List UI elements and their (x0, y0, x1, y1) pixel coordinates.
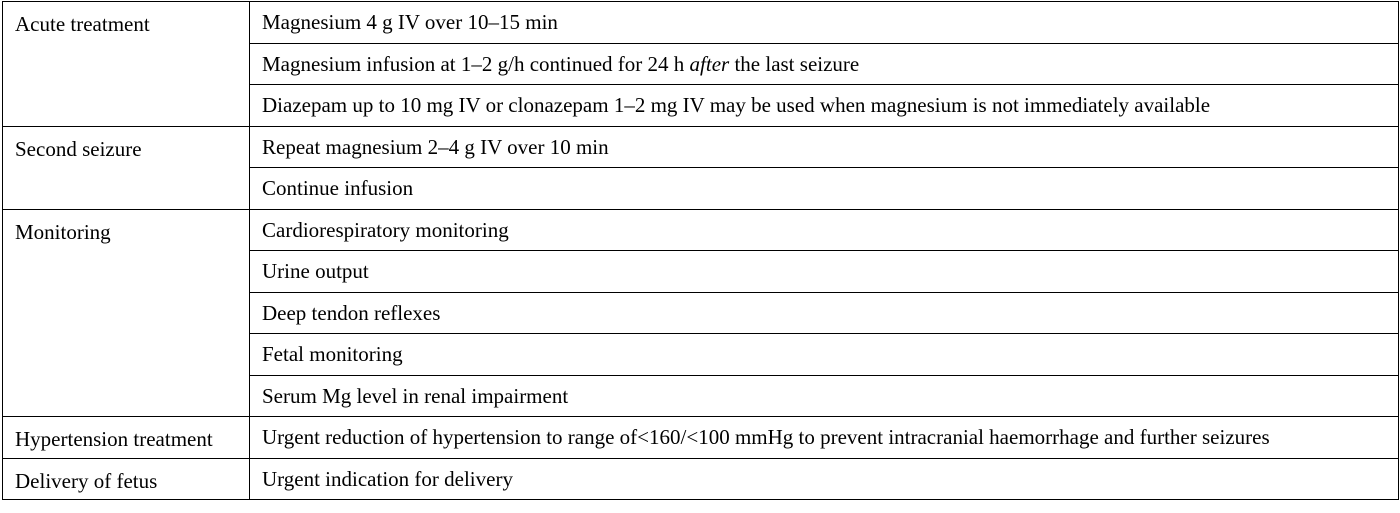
table-row (3, 2, 1399, 44)
item-cell (250, 43, 1399, 85)
category-cell: Second seizure (3, 126, 250, 209)
item-cell: Magnesium 4 g IV over 10–15 min (250, 2, 1399, 44)
category-cell: Acute treatment (3, 2, 250, 127)
item-cell: Serum Mg level in renal impairment (250, 375, 1399, 417)
item-cell: Deep tendon reflexes (250, 292, 1399, 334)
item-emphasis: after (689, 51, 730, 76)
item-cell: Fetal monitoring (250, 334, 1399, 376)
table-row (3, 126, 1399, 168)
category-cell: Monitoring (3, 209, 250, 417)
category-cell: Hypertension treatment (3, 417, 250, 459)
category-cell: Delivery of fetus (3, 458, 250, 500)
item-cell: Cardiorespiratory monitoring (250, 209, 1399, 251)
item-cell: Urine output (250, 251, 1399, 293)
item-cell: Urgent reduction of hypertension to range of<160/<100 mmHg to prevent intracranial haemorrhage and further seizures (250, 417, 1399, 459)
item-text: Magnesium infusion at 1–2 g/h continued for 24 h (262, 51, 690, 76)
eclampsia-management-table (2, 1, 1399, 500)
item-text: the last seizure (729, 51, 860, 76)
item-cell: Urgent indication for delivery (250, 458, 1399, 500)
item-cell: Continue infusion (250, 168, 1399, 210)
item-cell: Diazepam up to 10 mg IV or clonazepam 1–2 mg IV may be used when magnesium is not immediately available (250, 85, 1399, 127)
table-row (3, 209, 1399, 251)
table-row (3, 458, 1399, 500)
item-cell: Repeat magnesium 2–4 g IV over 10 min (250, 126, 1399, 168)
table-row (3, 417, 1399, 459)
